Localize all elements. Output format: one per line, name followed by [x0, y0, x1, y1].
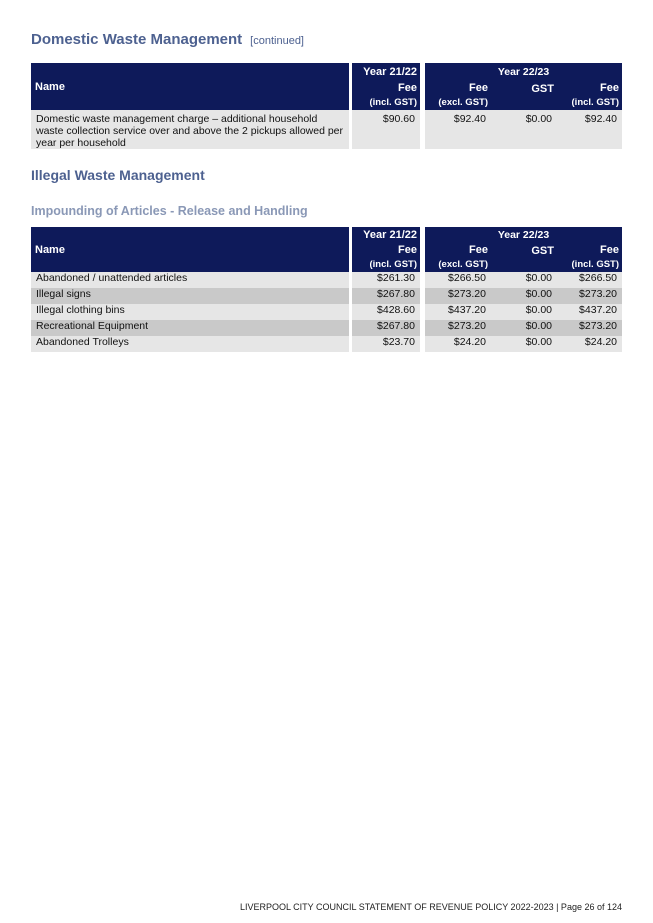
fee-name: Illegal clothing bins [31, 304, 349, 320]
column-header-fee-incl-gst-2223 [557, 81, 622, 110]
fee-year1-incl: $23.70 [352, 336, 420, 352]
section-title [31, 31, 304, 48]
fee-excl-gst: $273.20 [425, 288, 491, 304]
column-header-name: Name [31, 63, 349, 110]
incl-gst-label: (incl. GST) [369, 97, 417, 108]
fee-label: Fee [469, 82, 488, 94]
fee-label: Fee [469, 244, 488, 256]
fee-name: Abandoned / unattended articles [31, 272, 349, 288]
table-row [31, 336, 622, 352]
column-header-year-21-22 [352, 227, 420, 243]
column-header-name: Name [31, 227, 349, 272]
fee-name: Recreational Equipment [31, 320, 349, 336]
fee-label: Fee [398, 82, 417, 94]
fee-incl-gst: $273.20 [557, 288, 622, 304]
fee-gst: $0.00 [491, 288, 557, 304]
fee-year1-incl: $261.30 [352, 272, 420, 288]
year-label: Year 21/22 [363, 66, 417, 78]
fee-excl-gst: $24.20 [425, 336, 491, 352]
excl-gst-label: (excl. GST) [438, 259, 488, 270]
fee-gst: $0.00 [491, 272, 557, 288]
illegal-waste-heading: Illegal Waste Management [31, 167, 205, 183]
incl-gst-label: (incl. GST) [369, 259, 417, 270]
domestic-waste-fee-table [31, 63, 622, 149]
column-header-gst: GST [491, 243, 557, 272]
column-header-fee-excl-gst [425, 81, 491, 110]
table-row [31, 320, 622, 336]
fee-year1-incl: $267.80 [352, 288, 420, 304]
incl-gst-label: (incl. GST) [571, 259, 620, 270]
fee-label: Fee [600, 244, 620, 256]
fee-incl-gst: $273.20 [557, 320, 622, 336]
impounding-heading: Impounding of Articles - Release and Handling [31, 204, 308, 218]
incl-gst-label: (incl. GST) [571, 97, 620, 108]
fee-name: Illegal signs [31, 288, 349, 304]
fee-gst: $0.00 [491, 336, 557, 352]
table-row [31, 110, 622, 149]
fee-year1-incl: $90.60 [352, 110, 420, 149]
column-header-gst: GST [491, 81, 557, 110]
fee-incl-gst: $92.40 [557, 110, 622, 149]
column-header-fee-incl-gst-2122 [352, 81, 420, 110]
fee-year1-incl: $428.60 [352, 304, 420, 320]
fee-incl-gst: $266.50 [557, 272, 622, 288]
continued-label: [continued] [250, 35, 304, 47]
fee-year1-incl: $267.80 [352, 320, 420, 336]
fee-gst: $0.00 [491, 320, 557, 336]
impounding-fee-table [31, 227, 622, 352]
section-title-text: Domestic Waste Management [31, 31, 243, 48]
column-header-fee-incl-gst-2223 [557, 243, 622, 272]
fee-incl-gst: $24.20 [557, 336, 622, 352]
fee-excl-gst: $437.20 [425, 304, 491, 320]
year-label: Year 21/22 [363, 229, 417, 241]
fee-label: Fee [600, 82, 620, 94]
table-row [31, 272, 622, 288]
column-header-year-22-23: Year 22/23 [425, 63, 622, 81]
column-header-year-21-22 [352, 63, 420, 81]
column-header-year-22-23: Year 22/23 [425, 227, 622, 243]
table-row [31, 288, 622, 304]
fee-label: Fee [398, 244, 417, 256]
fee-excl-gst: $266.50 [425, 272, 491, 288]
fee-name: Domestic waste management charge – additional household waste collection service over and above the 2 pickups allowed per year per household [31, 110, 349, 149]
table-row [31, 304, 622, 320]
fee-gst: $0.00 [491, 304, 557, 320]
fee-gst: $0.00 [491, 110, 557, 149]
column-header-fee-excl-gst [425, 243, 491, 272]
fee-incl-gst: $437.20 [557, 304, 622, 320]
page-footer: LIVERPOOL CITY COUNCIL STATEMENT OF REVENUE POLICY 2022-2023 | Page 26 of 124 [240, 902, 622, 912]
fee-name: Abandoned Trolleys [31, 336, 349, 352]
fee-excl-gst: $92.40 [425, 110, 491, 149]
excl-gst-label: (excl. GST) [438, 97, 488, 108]
column-header-fee-incl-gst-2122 [352, 243, 420, 272]
fee-excl-gst: $273.20 [425, 320, 491, 336]
